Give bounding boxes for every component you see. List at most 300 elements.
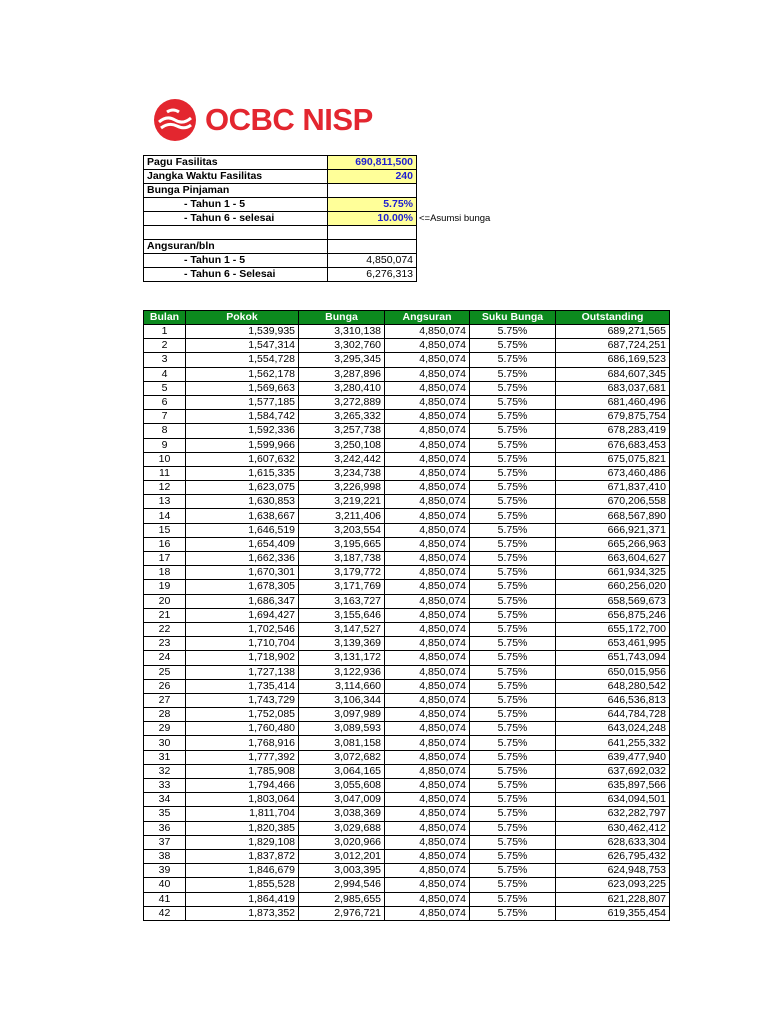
bulan-cell: 38	[144, 849, 186, 863]
angsuran-cell: 4,850,074	[385, 452, 470, 466]
bunga-cell: 3,250,108	[299, 438, 385, 452]
outstanding-cell: 673,460,486	[556, 466, 670, 480]
outstanding-cell: 661,934,325	[556, 566, 670, 580]
bunga-cell: 3,171,769	[299, 580, 385, 594]
bulan-cell: 28	[144, 708, 186, 722]
bunga-cell: 2,994,546	[299, 878, 385, 892]
bulan-cell: 31	[144, 750, 186, 764]
pokok-cell: 1,638,667	[186, 509, 299, 523]
bunga-cell: 2,976,721	[299, 906, 385, 920]
bunga-cell: 3,097,989	[299, 708, 385, 722]
table-row	[144, 509, 670, 523]
bunga-cell: 3,287,896	[299, 367, 385, 381]
angsuran-cell: 4,850,074	[385, 637, 470, 651]
outstanding-cell: 658,569,673	[556, 594, 670, 608]
outstanding-cell: 639,477,940	[556, 750, 670, 764]
table-row	[144, 367, 670, 381]
bunga-label: Bunga Pinjaman	[144, 184, 328, 198]
pokok-cell: 1,777,392	[186, 750, 299, 764]
bulan-cell: 24	[144, 651, 186, 665]
outstanding-cell: 678,283,419	[556, 424, 670, 438]
bulan-cell: 9	[144, 438, 186, 452]
suku-bunga-cell: 5.75%	[470, 438, 556, 452]
bunga-cell: 3,114,660	[299, 679, 385, 693]
angsuran-cell: 4,850,074	[385, 821, 470, 835]
bulan-cell: 21	[144, 608, 186, 622]
angsuran-cell: 4,850,074	[385, 750, 470, 764]
angsuran-cell: 4,850,074	[385, 864, 470, 878]
pokok-cell: 1,646,519	[186, 523, 299, 537]
outstanding-cell: 663,604,627	[556, 552, 670, 566]
table-row	[144, 736, 670, 750]
suku-bunga-cell: 5.75%	[470, 353, 556, 367]
angsuran-cell: 4,850,074	[385, 722, 470, 736]
bunga-cell: 3,072,682	[299, 750, 385, 764]
table-row	[144, 622, 670, 636]
outstanding-cell: 648,280,542	[556, 679, 670, 693]
suku-bunga-cell: 5.75%	[470, 722, 556, 736]
col-outstanding: Outstanding	[556, 311, 670, 325]
pokok-cell: 1,855,528	[186, 878, 299, 892]
schedule-header-row	[144, 311, 670, 325]
outstanding-cell: 653,461,995	[556, 637, 670, 651]
table-row	[144, 381, 670, 395]
bulan-cell: 35	[144, 807, 186, 821]
pokok-cell: 1,768,916	[186, 736, 299, 750]
table-row	[144, 750, 670, 764]
outstanding-cell: 630,462,412	[556, 821, 670, 835]
table-row	[144, 807, 670, 821]
col-suku-bunga: Suku Bunga	[470, 311, 556, 325]
table-row	[144, 637, 670, 651]
outstanding-cell: 679,875,754	[556, 410, 670, 424]
outstanding-cell: 675,075,821	[556, 452, 670, 466]
suku-bunga-cell: 5.75%	[470, 864, 556, 878]
table-row	[144, 410, 670, 424]
suku-bunga-cell: 5.75%	[470, 537, 556, 551]
angsuran-cell: 4,850,074	[385, 906, 470, 920]
bulan-cell: 3	[144, 353, 186, 367]
angsuran-cell: 4,850,074	[385, 651, 470, 665]
angsuran-cell: 4,850,074	[385, 410, 470, 424]
bunga-cell: 3,131,172	[299, 651, 385, 665]
bunga-cell: 3,147,527	[299, 622, 385, 636]
pokok-cell: 1,820,385	[186, 821, 299, 835]
bulan-cell: 16	[144, 537, 186, 551]
outstanding-cell: 623,093,225	[556, 878, 670, 892]
pokok-cell: 1,662,336	[186, 552, 299, 566]
suku-bunga-cell: 5.75%	[470, 637, 556, 651]
col-angsuran: Angsuran	[385, 311, 470, 325]
pokok-cell: 1,623,075	[186, 481, 299, 495]
suku-bunga-cell: 5.75%	[470, 892, 556, 906]
pokok-cell: 1,752,085	[186, 708, 299, 722]
pokok-cell: 1,811,704	[186, 807, 299, 821]
table-row	[144, 566, 670, 580]
outstanding-cell: 644,784,728	[556, 708, 670, 722]
bulan-cell: 7	[144, 410, 186, 424]
pokok-cell: 1,785,908	[186, 764, 299, 778]
suku-bunga-cell: 5.75%	[470, 679, 556, 693]
angsuran-cell: 4,850,074	[385, 764, 470, 778]
bunga-cell: 3,038,369	[299, 807, 385, 821]
angsuran-cell: 4,850,074	[385, 552, 470, 566]
suku-bunga-cell: 5.75%	[470, 807, 556, 821]
pokok-cell: 1,846,679	[186, 864, 299, 878]
pokok-cell: 1,743,729	[186, 693, 299, 707]
bunga-cell: 3,139,369	[299, 637, 385, 651]
pokok-cell: 1,670,301	[186, 566, 299, 580]
angsuran-cell: 4,850,074	[385, 622, 470, 636]
suku-bunga-cell: 5.75%	[470, 736, 556, 750]
table-row	[144, 495, 670, 509]
pokok-cell: 1,718,902	[186, 651, 299, 665]
suku-bunga-cell: 5.75%	[470, 693, 556, 707]
angsuran-cell: 4,850,074	[385, 339, 470, 353]
angsuran-cell: 4,850,074	[385, 835, 470, 849]
bulan-cell: 39	[144, 864, 186, 878]
suku-bunga-cell: 5.75%	[470, 821, 556, 835]
bunga-cell: 3,064,165	[299, 764, 385, 778]
angsuran-cell: 4,850,074	[385, 395, 470, 409]
outstanding-cell: 650,015,956	[556, 665, 670, 679]
outstanding-cell: 670,206,558	[556, 495, 670, 509]
outstanding-cell: 681,460,496	[556, 395, 670, 409]
suku-bunga-cell: 5.75%	[470, 566, 556, 580]
suku-bunga-cell: 5.75%	[470, 878, 556, 892]
table-row	[144, 878, 670, 892]
angsuran-cell: 4,850,074	[385, 438, 470, 452]
pokok-cell: 1,694,427	[186, 608, 299, 622]
bunga-cell: 3,029,688	[299, 821, 385, 835]
bunga-cell: 3,226,998	[299, 481, 385, 495]
bulan-cell: 8	[144, 424, 186, 438]
bunga-cell: 3,295,345	[299, 353, 385, 367]
suku-bunga-cell: 5.75%	[470, 495, 556, 509]
col-pokok: Pokok	[186, 311, 299, 325]
suku-bunga-cell: 5.75%	[470, 665, 556, 679]
table-row	[144, 537, 670, 551]
outstanding-cell: 624,948,753	[556, 864, 670, 878]
table-row	[144, 722, 670, 736]
angsuran-cell: 4,850,074	[385, 566, 470, 580]
pokok-cell: 1,547,314	[186, 339, 299, 353]
angsuran-cell: 4,850,074	[385, 509, 470, 523]
table-row	[144, 339, 670, 353]
angsuran-cell: 4,850,074	[385, 523, 470, 537]
outstanding-cell: 634,094,501	[556, 793, 670, 807]
bunga-cell: 3,187,738	[299, 552, 385, 566]
suku-bunga-cell: 5.75%	[470, 395, 556, 409]
suku-bunga-cell: 5.75%	[470, 481, 556, 495]
pokok-cell: 1,584,742	[186, 410, 299, 424]
pokok-cell: 1,569,663	[186, 381, 299, 395]
bunga-cell: 3,055,608	[299, 779, 385, 793]
bunga-cell: 3,012,201	[299, 849, 385, 863]
pokok-cell: 1,607,632	[186, 452, 299, 466]
table-row	[144, 523, 670, 537]
angsuran-t6-label: - Tahun 6 - Selesai	[144, 268, 328, 282]
outstanding-cell: 660,256,020	[556, 580, 670, 594]
bulan-cell: 14	[144, 509, 186, 523]
bunga-t6-value[interactable]: 10.00%	[328, 212, 417, 226]
bunga-cell: 3,265,332	[299, 410, 385, 424]
bulan-cell: 6	[144, 395, 186, 409]
bunga-t1-value[interactable]: 5.75%	[328, 198, 417, 212]
outstanding-cell: 683,037,681	[556, 381, 670, 395]
angsuran-cell: 4,850,074	[385, 708, 470, 722]
suku-bunga-cell: 5.75%	[470, 452, 556, 466]
bunga-cell: 3,122,936	[299, 665, 385, 679]
table-row	[144, 892, 670, 906]
schedule-body	[144, 325, 670, 921]
bulan-cell: 34	[144, 793, 186, 807]
outstanding-cell: 665,266,963	[556, 537, 670, 551]
angsuran-cell: 4,850,074	[385, 537, 470, 551]
bunga-cell: 3,203,554	[299, 523, 385, 537]
pokok-cell: 1,615,335	[186, 466, 299, 480]
angsuran-cell: 4,850,074	[385, 736, 470, 750]
suku-bunga-cell: 5.75%	[470, 793, 556, 807]
angsuran-t1-label: - Tahun 1 - 5	[144, 254, 328, 268]
outstanding-cell: 626,795,432	[556, 849, 670, 863]
pokok-cell: 1,864,419	[186, 892, 299, 906]
pokok-cell: 1,735,414	[186, 679, 299, 693]
suku-bunga-cell: 5.75%	[470, 466, 556, 480]
pokok-cell: 1,873,352	[186, 906, 299, 920]
table-row	[144, 552, 670, 566]
table-row	[144, 608, 670, 622]
pokok-cell: 1,562,178	[186, 367, 299, 381]
bunga-cell: 2,985,655	[299, 892, 385, 906]
bunga-cell: 3,003,395	[299, 864, 385, 878]
pokok-cell: 1,829,108	[186, 835, 299, 849]
bulan-cell: 15	[144, 523, 186, 537]
bulan-cell: 5	[144, 381, 186, 395]
table-row	[144, 466, 670, 480]
angsuran-cell: 4,850,074	[385, 495, 470, 509]
table-row	[144, 651, 670, 665]
col-bunga: Bunga	[299, 311, 385, 325]
outstanding-cell: 684,607,345	[556, 367, 670, 381]
outstanding-cell: 632,282,797	[556, 807, 670, 821]
table-row	[144, 353, 670, 367]
jangka-label: Jangka Waktu Fasilitas	[144, 170, 328, 184]
table-row	[144, 835, 670, 849]
bunga-cell: 3,195,665	[299, 537, 385, 551]
bunga-cell: 3,163,727	[299, 594, 385, 608]
pokok-cell: 1,686,347	[186, 594, 299, 608]
pokok-cell: 1,760,480	[186, 722, 299, 736]
angsuran-cell: 4,850,074	[385, 367, 470, 381]
bunga-cell: 3,272,889	[299, 395, 385, 409]
pokok-cell: 1,794,466	[186, 779, 299, 793]
angsuran-cell: 4,850,074	[385, 693, 470, 707]
suku-bunga-cell: 5.75%	[470, 835, 556, 849]
suku-bunga-cell: 5.75%	[470, 779, 556, 793]
ocbc-emblem-icon	[153, 98, 201, 142]
angsuran-label: Angsuran/bln	[144, 240, 328, 254]
pokok-cell: 1,554,728	[186, 353, 299, 367]
suku-bunga-cell: 5.75%	[470, 523, 556, 537]
bunga-t6-label: - Tahun 6 - selesai	[144, 212, 328, 226]
suku-bunga-cell: 5.75%	[470, 509, 556, 523]
bulan-cell: 41	[144, 892, 186, 906]
suku-bunga-cell: 5.75%	[470, 367, 556, 381]
bulan-cell: 2	[144, 339, 186, 353]
angsuran-cell: 4,850,074	[385, 481, 470, 495]
angsuran-cell: 4,850,074	[385, 608, 470, 622]
angsuran-cell: 4,850,074	[385, 779, 470, 793]
suku-bunga-cell: 5.75%	[470, 608, 556, 622]
bulan-cell: 10	[144, 452, 186, 466]
table-row	[144, 594, 670, 608]
bulan-cell: 40	[144, 878, 186, 892]
facility-info-table	[143, 155, 494, 282]
angsuran-t1-value: 4,850,074	[328, 254, 417, 268]
bulan-cell: 36	[144, 821, 186, 835]
table-row	[144, 679, 670, 693]
pokok-cell: 1,727,138	[186, 665, 299, 679]
suku-bunga-cell: 5.75%	[470, 381, 556, 395]
angsuran-cell: 4,850,074	[385, 807, 470, 821]
bulan-cell: 25	[144, 665, 186, 679]
bulan-cell: 33	[144, 779, 186, 793]
bulan-cell: 13	[144, 495, 186, 509]
outstanding-cell: 646,536,813	[556, 693, 670, 707]
angsuran-cell: 4,850,074	[385, 580, 470, 594]
outstanding-cell: 687,724,251	[556, 339, 670, 353]
bulan-cell: 30	[144, 736, 186, 750]
outstanding-cell: 689,271,565	[556, 325, 670, 339]
bunga-cell: 3,047,009	[299, 793, 385, 807]
outstanding-cell: 637,692,032	[556, 764, 670, 778]
pokok-cell: 1,599,966	[186, 438, 299, 452]
pagu-value[interactable]: 690,811,500	[328, 156, 417, 170]
bunga-cell: 3,219,221	[299, 495, 385, 509]
brand-name: OCBC NISP	[205, 102, 373, 137]
angsuran-cell: 4,850,074	[385, 878, 470, 892]
bulan-cell: 32	[144, 764, 186, 778]
table-row	[144, 708, 670, 722]
angsuran-cell: 4,850,074	[385, 381, 470, 395]
suku-bunga-cell: 5.75%	[470, 339, 556, 353]
bunga-t1-label: - Tahun 1 - 5	[144, 198, 328, 212]
outstanding-cell: 686,169,523	[556, 353, 670, 367]
table-row	[144, 325, 670, 339]
bunga-cell: 3,242,442	[299, 452, 385, 466]
outstanding-cell: 619,355,454	[556, 906, 670, 920]
suku-bunga-cell: 5.75%	[470, 906, 556, 920]
table-row	[144, 793, 670, 807]
angsuran-cell: 4,850,074	[385, 892, 470, 906]
pokok-cell: 1,710,704	[186, 637, 299, 651]
outstanding-cell: 655,172,700	[556, 622, 670, 636]
table-row	[144, 864, 670, 878]
assumption-note: <=Asumsi bunga	[419, 213, 491, 224]
suku-bunga-cell: 5.75%	[470, 325, 556, 339]
outstanding-cell: 656,875,246	[556, 608, 670, 622]
bulan-cell: 17	[144, 552, 186, 566]
outstanding-cell: 641,255,332	[556, 736, 670, 750]
table-row	[144, 481, 670, 495]
suku-bunga-cell: 5.75%	[470, 594, 556, 608]
suku-bunga-cell: 5.75%	[470, 410, 556, 424]
table-row	[144, 424, 670, 438]
bunga-cell: 3,211,406	[299, 509, 385, 523]
outstanding-cell: 635,897,566	[556, 779, 670, 793]
suku-bunga-cell: 5.75%	[470, 849, 556, 863]
bulan-cell: 42	[144, 906, 186, 920]
pokok-cell: 1,630,853	[186, 495, 299, 509]
table-row	[144, 438, 670, 452]
table-row	[144, 580, 670, 594]
bunga-cell: 3,179,772	[299, 566, 385, 580]
bunga-cell: 3,089,593	[299, 722, 385, 736]
angsuran-cell: 4,850,074	[385, 793, 470, 807]
bunga-cell: 3,302,760	[299, 339, 385, 353]
bulan-cell: 29	[144, 722, 186, 736]
outstanding-cell: 676,683,453	[556, 438, 670, 452]
pagu-label: Pagu Fasilitas	[144, 156, 328, 170]
angsuran-cell: 4,850,074	[385, 466, 470, 480]
bulan-cell: 4	[144, 367, 186, 381]
table-row	[144, 693, 670, 707]
angsuran-cell: 4,850,074	[385, 665, 470, 679]
outstanding-cell: 668,567,890	[556, 509, 670, 523]
suku-bunga-cell: 5.75%	[470, 424, 556, 438]
bulan-cell: 19	[144, 580, 186, 594]
suku-bunga-cell: 5.75%	[470, 552, 556, 566]
table-row	[144, 395, 670, 409]
pokok-cell: 1,702,546	[186, 622, 299, 636]
table-row	[144, 665, 670, 679]
outstanding-cell: 628,633,304	[556, 835, 670, 849]
bulan-cell: 22	[144, 622, 186, 636]
suku-bunga-cell: 5.75%	[470, 708, 556, 722]
bunga-cell: 3,310,138	[299, 325, 385, 339]
bunga-cell: 3,257,738	[299, 424, 385, 438]
angsuran-cell: 4,850,074	[385, 325, 470, 339]
bulan-cell: 27	[144, 693, 186, 707]
angsuran-t6-value: 6,276,313	[328, 268, 417, 282]
bunga-cell: 3,106,344	[299, 693, 385, 707]
suku-bunga-cell: 5.75%	[470, 622, 556, 636]
pokok-cell: 1,678,305	[186, 580, 299, 594]
angsuran-cell: 4,850,074	[385, 679, 470, 693]
pokok-cell: 1,654,409	[186, 537, 299, 551]
angsuran-cell: 4,850,074	[385, 353, 470, 367]
jangka-value[interactable]: 240	[328, 170, 417, 184]
bunga-cell: 3,234,738	[299, 466, 385, 480]
suku-bunga-cell: 5.75%	[470, 764, 556, 778]
bulan-cell: 18	[144, 566, 186, 580]
bulan-cell: 20	[144, 594, 186, 608]
table-row	[144, 906, 670, 920]
bulan-cell: 11	[144, 466, 186, 480]
suku-bunga-cell: 5.75%	[470, 651, 556, 665]
outstanding-cell: 621,228,807	[556, 892, 670, 906]
table-row	[144, 452, 670, 466]
angsuran-cell: 4,850,074	[385, 849, 470, 863]
col-bulan: Bulan	[144, 311, 186, 325]
outstanding-cell: 651,743,094	[556, 651, 670, 665]
bulan-cell: 26	[144, 679, 186, 693]
bulan-cell: 1	[144, 325, 186, 339]
bunga-cell: 3,081,158	[299, 736, 385, 750]
brand-logo	[153, 98, 378, 142]
bunga-cell: 3,280,410	[299, 381, 385, 395]
